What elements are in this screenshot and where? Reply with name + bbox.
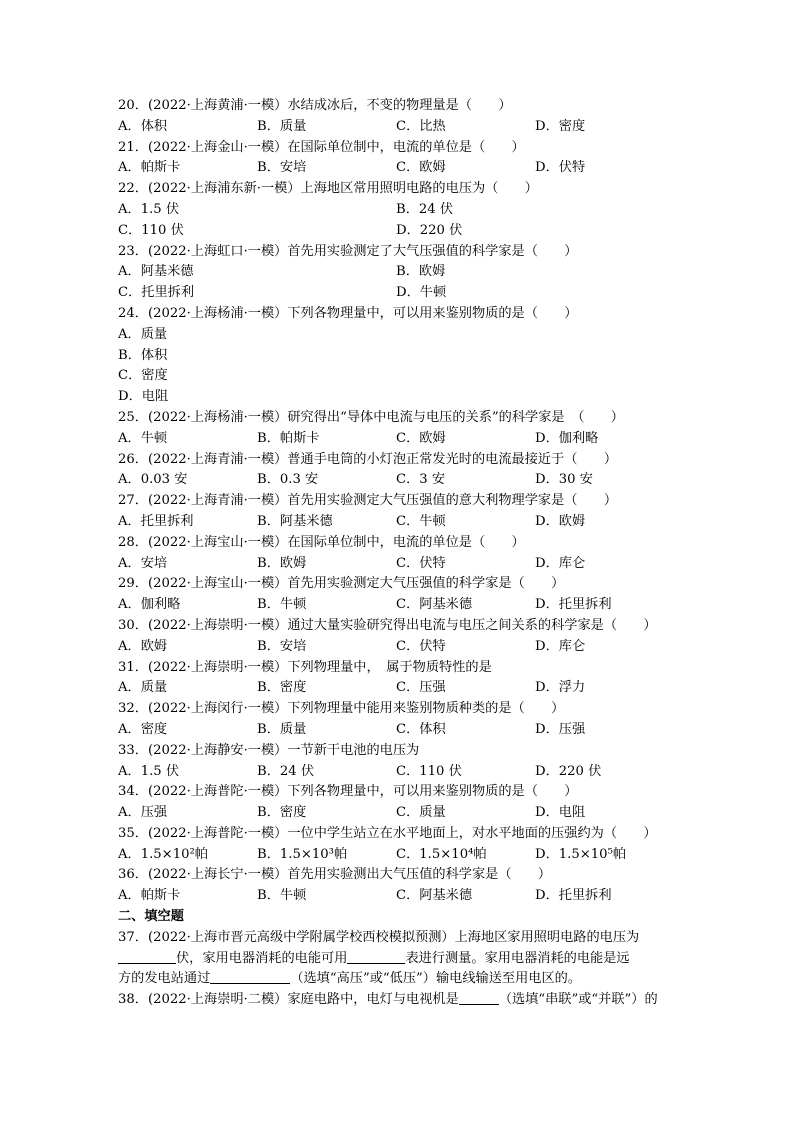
fill-text: （选填“高压”或“低压”）输电线输送至用电区的。 <box>290 971 582 987</box>
question-line: D．电阻 <box>118 389 169 405</box>
option-choice: B．24 伏 <box>257 763 315 779</box>
option-choice: B．质量 <box>257 118 307 134</box>
option-choice: D．库仑 <box>535 638 586 654</box>
question-line: 34．(2022·上海普陀·一模）下列各物理量中，可以用来鉴别物质的是（ ） <box>118 784 578 800</box>
option-choice: C．欧姆 <box>396 160 446 176</box>
option-choice: D．1.5×10⁵帕 <box>535 846 627 862</box>
question-line: 33．(2022·上海静安·一模）一节新干电池的电压为 <box>118 742 420 758</box>
option-choice: C．比热 <box>396 118 446 134</box>
option-choice: B．1.5×10³帕 <box>257 846 348 862</box>
options-row <box>118 720 678 741</box>
question-line: 31．(2022·上海崇明·一模）下列物理量中， 属于物质特性的是 <box>118 659 492 675</box>
option-choice: C．阿基米德 <box>396 597 473 613</box>
option-choice: D．托里拆利 <box>535 888 612 904</box>
option-choice: A．帕斯卡 <box>118 888 181 904</box>
question-line: 29．(2022·上海宝山·一模）首先用实验测定大气压强值的科学家是（ ） <box>118 576 565 592</box>
answer-blank[interactable] <box>210 969 290 984</box>
option-choice: B．帕斯卡 <box>257 430 320 446</box>
fill-line <box>118 949 678 970</box>
options-row <box>118 803 678 824</box>
option-choice: C．欧姆 <box>396 430 446 446</box>
options-row <box>118 554 678 575</box>
option-choice: A．1.5 伏 <box>118 201 180 217</box>
option-choice: A．托里拆利 <box>118 513 194 529</box>
option-choice: D．浮力 <box>535 680 586 696</box>
option-choice: A．1.5 伏 <box>118 763 180 779</box>
question-line: 24．(2022·上海杨浦·一模）下列各物理量中，可以用来鉴别物质的是（ ） <box>118 305 578 321</box>
fill-text: （选填“串联”或“并联”）的 <box>498 992 658 1008</box>
fill-text: 38．(2022·上海崇明·二模）家庭电路中，电灯与电视机是 <box>118 992 459 1008</box>
option-choice: A．阿基米德 <box>118 264 194 280</box>
option-choice: C．体积 <box>396 721 446 737</box>
option-choice: A．欧姆 <box>118 638 168 654</box>
option-choice: D．伽利略 <box>535 430 599 446</box>
question-line: 26．(2022·上海青浦·一模）普通手电筒的小灯泡正常发光时的电流最接近于（ ） <box>118 451 618 467</box>
option-choice: C．110 伏 <box>396 763 462 779</box>
section-heading: 二、填空题 <box>118 909 184 925</box>
options-row <box>118 678 678 699</box>
option-choice: B．24 伏 <box>396 201 454 217</box>
question-line: C．密度 <box>118 368 168 384</box>
option-choice: C．110 伏 <box>118 222 184 238</box>
option-choice: D．托里拆利 <box>535 597 612 613</box>
answer-blank[interactable] <box>118 949 176 964</box>
option-choice: A．伽利略 <box>118 597 181 613</box>
option-choice: B．密度 <box>257 805 307 821</box>
option-choice: A．安培 <box>118 555 168 571</box>
option-choice: A．0.03 安 <box>118 472 188 488</box>
option-choice: A．密度 <box>118 721 168 737</box>
fill-text: 伏，家用电器消耗的电能可用 <box>176 950 348 966</box>
option-choice: D．220 伏 <box>535 763 602 779</box>
option-choice: A．帕斯卡 <box>118 160 181 176</box>
options-row <box>118 637 678 658</box>
option-choice: C．托里拆利 <box>118 285 195 301</box>
answer-blank[interactable] <box>347 949 405 964</box>
options-row <box>118 595 678 616</box>
question-line: 23．(2022·上海虹口·一模）首先用实验测定了大气压强值的科学家是（ ） <box>118 243 578 259</box>
question-line: 36．(2022·上海长宁·一模）首先用实验测出大气压值的科学家是（ ） <box>118 867 552 883</box>
option-choice: D．220 伏 <box>396 222 463 238</box>
option-choice: A．压强 <box>118 805 168 821</box>
fill-text: 方的发电站通过 <box>118 971 211 987</box>
fill-text: 表进行测量。家用电器消耗的电能是远 <box>405 950 630 966</box>
option-choice: B．0.3 安 <box>257 472 319 488</box>
option-choice: B．安培 <box>257 638 307 654</box>
option-choice: A．质量 <box>118 680 168 696</box>
option-choice: D．库仑 <box>535 555 586 571</box>
option-choice: D．伏特 <box>535 160 586 176</box>
option-choice: C．3 安 <box>396 472 446 488</box>
option-choice: C．牛顿 <box>396 513 446 529</box>
options-row <box>118 158 678 179</box>
option-choice: B．阿基米德 <box>257 513 333 529</box>
option-choice: C．伏特 <box>396 638 446 654</box>
question-line: 28．(2022·上海宝山·一模）在国际单位制中，电流的单位是（ ） <box>118 534 525 550</box>
option-choice: C．1.5×10⁴帕 <box>396 846 487 862</box>
options-row <box>118 886 678 907</box>
option-choice: B．欧姆 <box>257 555 307 571</box>
option-choice: A．体积 <box>118 118 168 134</box>
fill-line <box>118 969 678 990</box>
options-row <box>118 200 678 221</box>
option-choice: D．压强 <box>535 721 586 737</box>
question-line: 27．(2022·上海青浦·一模）首先用实验测定大气压强值的意大利物理学家是（ ） <box>118 493 618 509</box>
option-choice: C．质量 <box>396 805 446 821</box>
option-choice: D．牛顿 <box>396 285 447 301</box>
fill-line <box>118 990 678 1011</box>
options-row <box>118 762 678 783</box>
question-line: 20．(2022·上海黄浦·一模）水结成冰后，不变的物理量是（ ） <box>118 98 512 113</box>
option-choice: C．压强 <box>396 680 446 696</box>
options-row <box>118 470 678 491</box>
option-choice: C．阿基米德 <box>396 888 473 904</box>
options-row <box>118 512 678 533</box>
question-line: 21．(2022·上海金山·一模）在国际单位制中，电流的单位是（ ） <box>118 139 525 155</box>
option-choice: B．欧姆 <box>396 264 446 280</box>
question-line: 35．(2022·上海普陀·一模）一位中学生站立在水平地面上，对水平地面的压强约为（ ） <box>118 825 657 841</box>
option-choice: D．电阻 <box>535 805 586 821</box>
options-row <box>118 221 678 242</box>
option-choice: B．质量 <box>257 721 307 737</box>
option-choice: B．密度 <box>257 680 307 696</box>
question-line: A．质量 <box>118 326 168 342</box>
options-row <box>118 262 678 283</box>
question-line: 25．(2022·上海杨浦·一模）研究得出“导体中电流与电压的关系”的科学家是 （ ） <box>118 409 624 425</box>
option-choice: D．密度 <box>535 118 586 134</box>
question-line: B．体积 <box>118 347 168 363</box>
question-line: 37．(2022·上海市晋元高级中学附属学校西校模拟预测）上海地区家用照明电路的电压为 <box>118 929 640 945</box>
option-choice: B．牛顿 <box>257 597 307 613</box>
options-row <box>118 117 678 138</box>
document-page <box>118 96 678 1011</box>
question-line: 30．(2022·上海崇明·一模）通过大量实验研究得出电流与电压之间关系的科学家是（ ） <box>118 617 657 633</box>
answer-blank[interactable] <box>459 990 499 1005</box>
options-row <box>118 845 678 866</box>
option-choice: D．欧姆 <box>535 513 586 529</box>
option-choice: B．安培 <box>257 160 307 176</box>
question-line: 22．(2022·上海浦东新·一模）上海地区常用照明电路的电压为（ ） <box>118 181 538 197</box>
option-choice: C．伏特 <box>396 555 446 571</box>
options-row <box>118 283 678 304</box>
option-choice: A．牛顿 <box>118 430 168 446</box>
options-row <box>118 429 678 450</box>
question-line: 32．(2022·上海闵行·一模）下列物理量中能用来鉴别物质种类的是（ ） <box>118 701 565 717</box>
option-choice: A．1.5×10²帕 <box>118 846 208 862</box>
option-choice: B．牛顿 <box>257 888 307 904</box>
option-choice: D．30 安 <box>535 472 593 488</box>
